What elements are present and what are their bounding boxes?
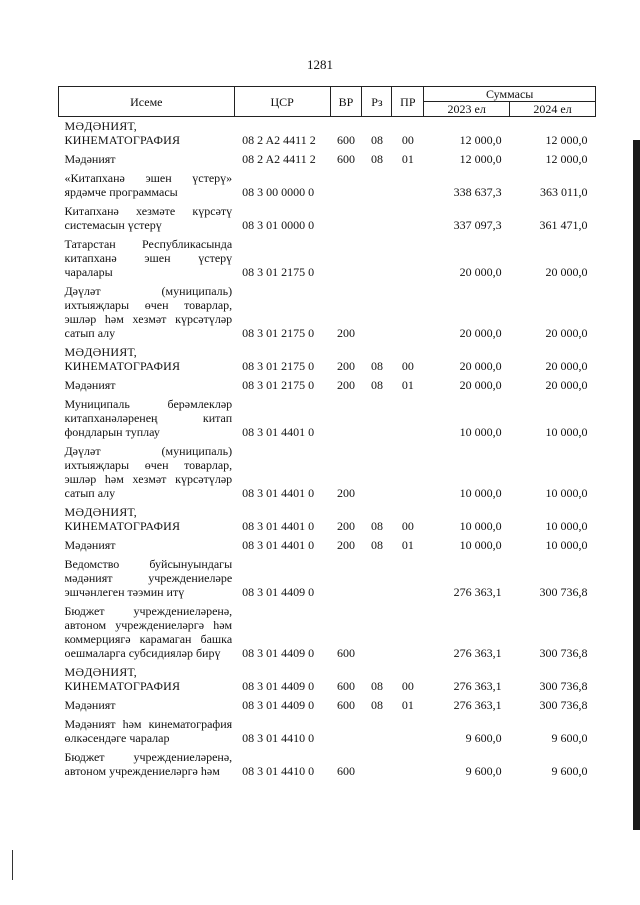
cell-name: Мәдәният <box>64 378 116 392</box>
cell-s1: 276 363,1 <box>453 646 502 660</box>
cell-vr: 600 <box>337 646 356 660</box>
cell-s2: 363 011,0 <box>539 185 588 199</box>
cell-s2: 10 000,0 <box>545 425 588 439</box>
cell-rz <box>362 282 392 343</box>
page-number: 1281 <box>307 57 333 72</box>
cell-s1: 276 363,1 <box>453 679 502 693</box>
cell-s2: 9 600,0 <box>551 731 588 745</box>
cell-pr: 01 <box>401 152 414 166</box>
cell-rz <box>362 202 392 235</box>
cell-s2: 10 000,0 <box>545 519 588 533</box>
cell-rz <box>362 602 392 663</box>
cell-pr <box>392 748 424 781</box>
cell-csr: 08 3 01 4409 0 <box>242 646 315 660</box>
cell-rz: 08 <box>370 698 383 712</box>
table-row <box>59 150 596 169</box>
cell-s1: 12 000,0 <box>459 133 502 147</box>
cell-csr: 08 3 01 4401 0 <box>242 519 315 533</box>
cell-csr: 08 3 01 4401 0 <box>242 486 315 500</box>
cell-s1: 9 600,0 <box>465 731 502 745</box>
cell-csr: 08 3 01 4401 0 <box>242 538 315 552</box>
cell-rz <box>362 555 392 602</box>
cell-s1: 20 000,0 <box>459 326 502 340</box>
cell-vr <box>330 169 362 202</box>
cell-s2: 20 000,0 <box>545 326 588 340</box>
cell-csr: 08 3 01 4409 0 <box>242 679 315 693</box>
cell-pr <box>392 602 424 663</box>
cell-vr: 200 <box>337 519 356 533</box>
cell-name: МӘДӘНИЯТ, КИНЕМАТОГРАФИЯ <box>64 119 181 147</box>
cell-name: МӘДӘНИЯТ, КИНЕМАТОГРАФИЯ <box>64 345 181 373</box>
cell-s2: 20 000,0 <box>545 359 588 373</box>
cell-name: Ведомство буйсынуындагы мәдәният учреждениеләре эшчәнлеген тәэмин итү <box>64 557 233 599</box>
cell-rz <box>362 442 392 503</box>
cell-name: Бюджет учреждениеләренә, автоном учреждениеләргә һәм <box>64 750 233 778</box>
cell-s1: 12 000,0 <box>459 152 502 166</box>
cell-s2: 10 000,0 <box>545 538 588 552</box>
cell-pr: 01 <box>401 538 414 552</box>
cell-csr: 08 3 01 0000 0 <box>242 218 315 232</box>
cell-rz: 08 <box>370 538 383 552</box>
cell-csr: 08 3 00 0000 0 <box>242 185 315 199</box>
cell-name: Дәүләт (муниципаль) ихтыяҗлары өчен товарлар, эшләр һәм хезмәт күрсәтүләр сатып алу <box>64 444 233 500</box>
cell-pr <box>392 442 424 503</box>
cell-pr: 01 <box>401 698 414 712</box>
cell-vr <box>330 202 362 235</box>
cell-vr: 200 <box>337 378 356 392</box>
cell-rz <box>362 169 392 202</box>
cell-name: Татарстан Республикасында китапханә эшен үстерү чаралары <box>64 237 233 279</box>
cell-csr: 08 3 01 2175 0 <box>242 378 315 392</box>
cell-s1: 20 000,0 <box>459 265 502 279</box>
cell-name: Бюджет учреждениеләренә, автоном учреждениеләргә һәм коммерциягә карамаган башка оешмаларга субсидияләр бирү <box>64 604 233 660</box>
cell-vr <box>330 235 362 282</box>
table-row <box>59 169 596 202</box>
cell-pr: 00 <box>401 679 414 693</box>
cell-vr <box>330 555 362 602</box>
cell-s1: 9 600,0 <box>465 764 502 778</box>
cell-name: Мәдәният һәм кинематография өлкәсендәге чаралар <box>64 717 233 745</box>
header-pr: ПР <box>392 87 424 117</box>
header-vr: ВР <box>330 87 362 117</box>
cell-s1: 10 000,0 <box>459 486 502 500</box>
cell-vr: 600 <box>337 764 356 778</box>
cell-vr: 200 <box>337 538 356 552</box>
cell-csr: 08 3 01 4410 0 <box>242 731 315 745</box>
cell-s1: 337 097,3 <box>453 218 502 232</box>
header-year-2024: 2024 ел <box>510 102 596 117</box>
cell-s1: 10 000,0 <box>459 519 502 533</box>
table-row <box>59 555 596 602</box>
cell-rz <box>362 395 392 442</box>
cell-name: МӘДӘНИЯТ, КИНЕМАТОГРАФИЯ <box>64 665 181 693</box>
cell-pr <box>392 555 424 602</box>
table-row <box>59 235 596 282</box>
cell-vr <box>330 395 362 442</box>
cell-s2: 300 736,8 <box>539 698 588 712</box>
table-row <box>59 602 596 663</box>
cell-s2: 20 000,0 <box>545 265 588 279</box>
table-row <box>59 376 596 395</box>
table-row <box>59 536 596 555</box>
cell-pr <box>392 715 424 748</box>
header-sums: Суммасы <box>424 87 596 102</box>
table-row <box>59 442 596 503</box>
cell-csr: 08 2 A2 4411 2 <box>242 152 316 166</box>
table-row <box>59 503 596 536</box>
cell-csr: 08 3 01 4401 0 <box>242 425 315 439</box>
cell-vr: 600 <box>337 679 356 693</box>
cell-rz <box>362 748 392 781</box>
table-row <box>59 343 596 376</box>
cell-pr: 01 <box>401 378 414 392</box>
scan-margin-mark <box>12 850 13 880</box>
cell-pr <box>392 169 424 202</box>
cell-s2: 10 000,0 <box>545 486 588 500</box>
cell-rz: 08 <box>370 359 383 373</box>
cell-rz: 08 <box>370 519 383 533</box>
cell-s1: 276 363,1 <box>453 698 502 712</box>
cell-name: Мәдәният <box>64 538 116 552</box>
cell-s1: 20 000,0 <box>459 359 502 373</box>
header-name: Исеме <box>59 87 235 117</box>
cell-s1: 20 000,0 <box>459 378 502 392</box>
cell-pr: 00 <box>401 359 414 373</box>
cell-name: Мәдәният <box>64 152 116 166</box>
cell-name: МӘДӘНИЯТ, КИНЕМАТОГРАФИЯ <box>64 505 181 533</box>
cell-s1: 276 363,1 <box>453 585 502 599</box>
table-row <box>59 282 596 343</box>
cell-vr: 200 <box>337 326 356 340</box>
cell-csr: 08 3 01 4409 0 <box>242 698 315 712</box>
header-rz: Рз <box>362 87 392 117</box>
cell-pr: 00 <box>401 519 414 533</box>
scan-edge-bar <box>633 140 640 830</box>
cell-s2: 20 000,0 <box>545 378 588 392</box>
cell-name: Муниципаль берәмлекләр китапханәләренең китап фондларын туплау <box>64 397 233 439</box>
cell-rz <box>362 235 392 282</box>
cell-csr: 08 3 01 4410 0 <box>242 764 315 778</box>
cell-rz: 08 <box>370 679 383 693</box>
cell-rz: 08 <box>370 152 383 166</box>
cell-vr: 200 <box>337 486 356 500</box>
cell-pr <box>392 395 424 442</box>
cell-vr: 600 <box>337 698 356 712</box>
cell-vr <box>330 715 362 748</box>
cell-s2: 300 736,8 <box>539 679 588 693</box>
cell-s1: 10 000,0 <box>459 425 502 439</box>
table-row <box>59 748 596 781</box>
cell-vr: 200 <box>337 359 356 373</box>
table-row <box>59 696 596 715</box>
cell-vr: 600 <box>337 152 356 166</box>
cell-pr <box>392 235 424 282</box>
cell-rz <box>362 715 392 748</box>
budget-table <box>58 86 596 781</box>
header-year-2023: 2023 ел <box>424 102 510 117</box>
cell-pr <box>392 202 424 235</box>
cell-rz: 08 <box>370 378 383 392</box>
cell-csr: 08 3 01 2175 0 <box>242 359 315 373</box>
cell-s2: 300 736,8 <box>539 585 588 599</box>
cell-csr: 08 3 01 4409 0 <box>242 585 315 599</box>
cell-s2: 361 471,0 <box>539 218 588 232</box>
cell-s2: 12 000,0 <box>545 133 588 147</box>
table-row <box>59 395 596 442</box>
header-csr: ЦСР <box>234 87 330 117</box>
table-body <box>59 117 596 782</box>
cell-name: Китапханә хезмәте күрсәтү системасын үстерү <box>64 204 233 232</box>
cell-s1: 10 000,0 <box>459 538 502 552</box>
table-row <box>59 715 596 748</box>
cell-name: Дәүләт (муниципаль) ихтыяҗлары өчен товарлар, эшләр һәм хезмәт күрсәтүләр сатып алу <box>64 284 233 340</box>
cell-name: Мәдәният <box>64 698 116 712</box>
cell-s2: 300 736,8 <box>539 646 588 660</box>
cell-pr: 00 <box>401 133 414 147</box>
cell-s2: 12 000,0 <box>545 152 588 166</box>
cell-vr: 600 <box>337 133 356 147</box>
cell-name: «Китапханә эшен үстерү» ярдәмче программасы <box>64 171 233 199</box>
cell-s1: 338 637,3 <box>453 185 502 199</box>
table-row <box>59 117 596 151</box>
cell-csr: 08 2 A2 4411 2 <box>242 133 316 147</box>
table-row <box>59 202 596 235</box>
cell-rz: 08 <box>370 133 383 147</box>
cell-csr: 08 3 01 2175 0 <box>242 326 315 340</box>
cell-s2: 9 600,0 <box>551 764 588 778</box>
table-header <box>59 87 596 117</box>
cell-pr <box>392 282 424 343</box>
table-row <box>59 663 596 696</box>
cell-csr: 08 3 01 2175 0 <box>242 265 315 279</box>
